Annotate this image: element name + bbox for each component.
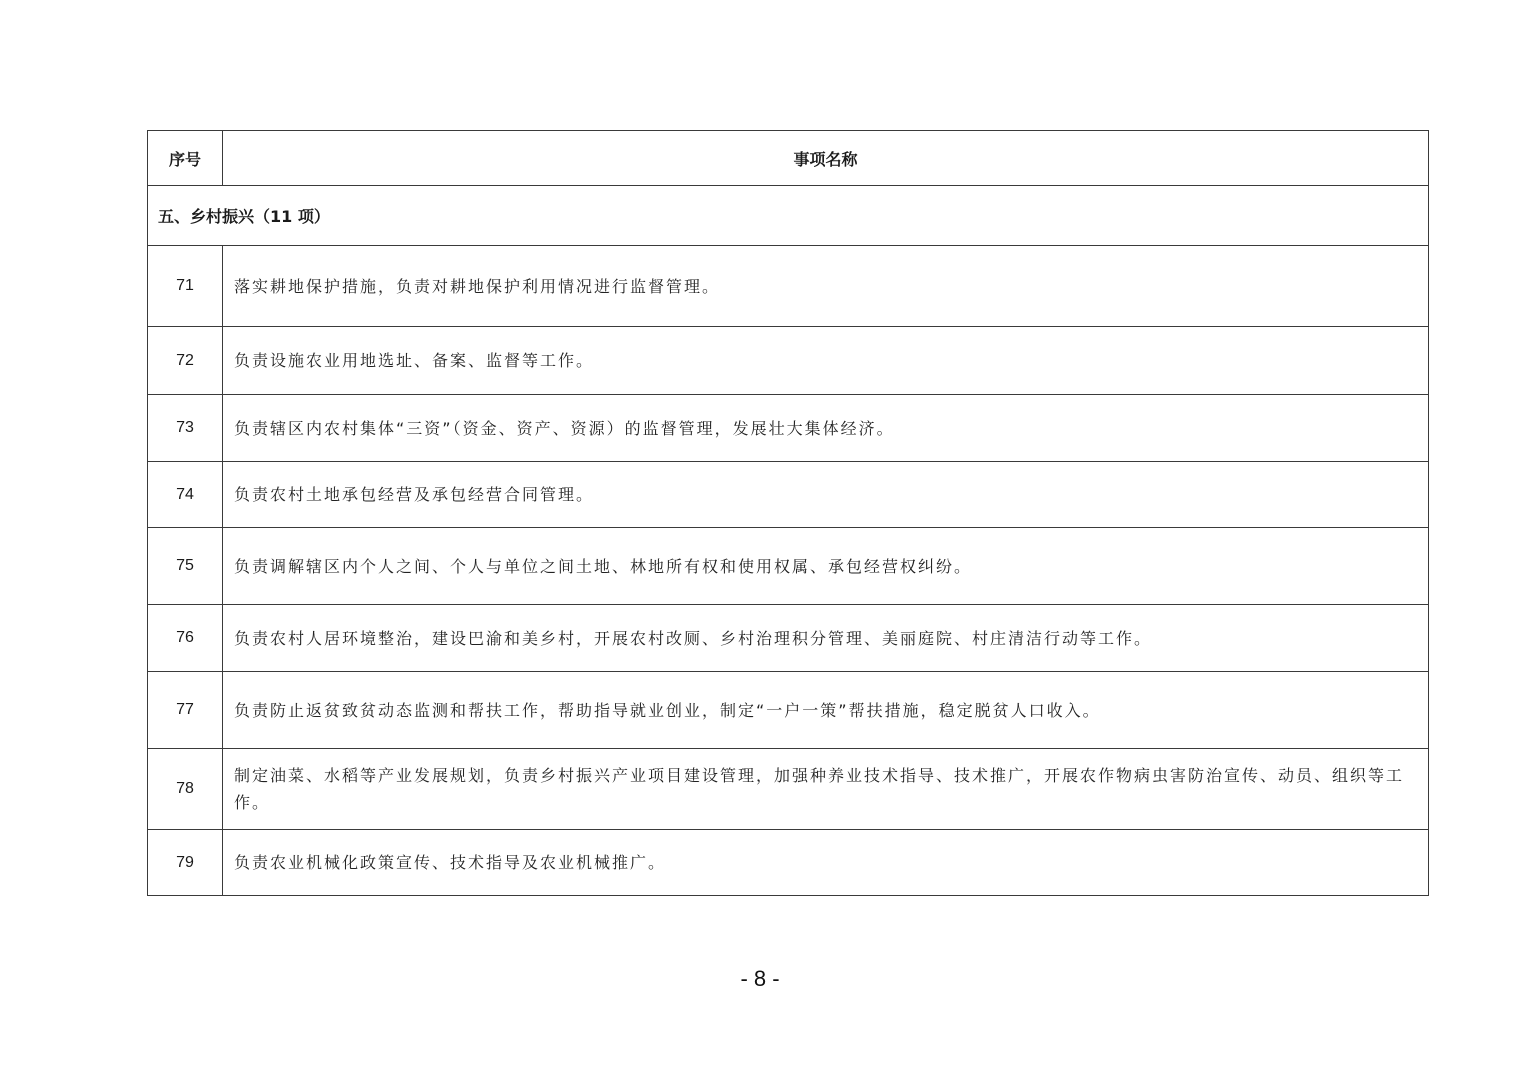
row-number: 71 xyxy=(148,246,223,327)
page-number: - 8 - xyxy=(740,966,780,991)
section-title: 五、乡村振兴（11 项） xyxy=(148,186,1429,246)
row-text: 落实耕地保护措施，负责对耕地保护利用情况进行监督管理。 xyxy=(223,246,1429,327)
row-text: 负责设施农业用地选址、备案、监督等工作。 xyxy=(223,327,1429,395)
table-row xyxy=(148,605,1429,672)
row-text: 负责防止返贫致贫动态监测和帮扶工作，帮助指导就业创业，制定“一户一策”帮扶措施，稳定脱贫人口收入。 xyxy=(223,672,1429,749)
table-header-row xyxy=(148,131,1429,186)
row-text: 负责农业机械化政策宣传、技术指导及农业机械推广。 xyxy=(223,830,1429,896)
table-row xyxy=(148,749,1429,830)
row-text: 负责调解辖区内个人之间、个人与单位之间土地、林地所有权和使用权属、承包经营权纠纷。 xyxy=(223,528,1429,605)
row-text: 负责农村人居环境整治，建设巴渝和美乡村，开展农村改厕、乡村治理积分管理、美丽庭院、村庄清洁行动等工作。 xyxy=(223,605,1429,672)
table-row xyxy=(148,462,1429,528)
table-row xyxy=(148,395,1429,462)
header-matter-name: 事项名称 xyxy=(223,131,1429,186)
row-number: 78 xyxy=(148,749,223,830)
table-row xyxy=(148,246,1429,327)
section-row xyxy=(148,186,1429,246)
table-row xyxy=(148,830,1429,896)
table-row xyxy=(148,327,1429,395)
header-serial-number: 序号 xyxy=(148,131,223,186)
row-number: 74 xyxy=(148,462,223,528)
row-text: 制定油菜、水稻等产业发展规划，负责乡村振兴产业项目建设管理，加强种养业技术指导、技术推广，开展农作物病虫害防治宣传、动员、组织等工作。 xyxy=(223,749,1429,830)
row-number: 72 xyxy=(148,327,223,395)
row-number: 73 xyxy=(148,395,223,462)
row-number: 77 xyxy=(148,672,223,749)
row-text: 负责辖区内农村集体“三资”（资金、资产、资源）的监督管理，发展壮大集体经济。 xyxy=(223,395,1429,462)
row-number: 79 xyxy=(148,830,223,896)
row-number: 76 xyxy=(148,605,223,672)
row-text: 负责农村土地承包经营及承包经营合同管理。 xyxy=(223,462,1429,528)
table-row xyxy=(148,672,1429,749)
matters-table xyxy=(147,130,1429,896)
table-row xyxy=(148,528,1429,605)
row-number: 75 xyxy=(148,528,223,605)
